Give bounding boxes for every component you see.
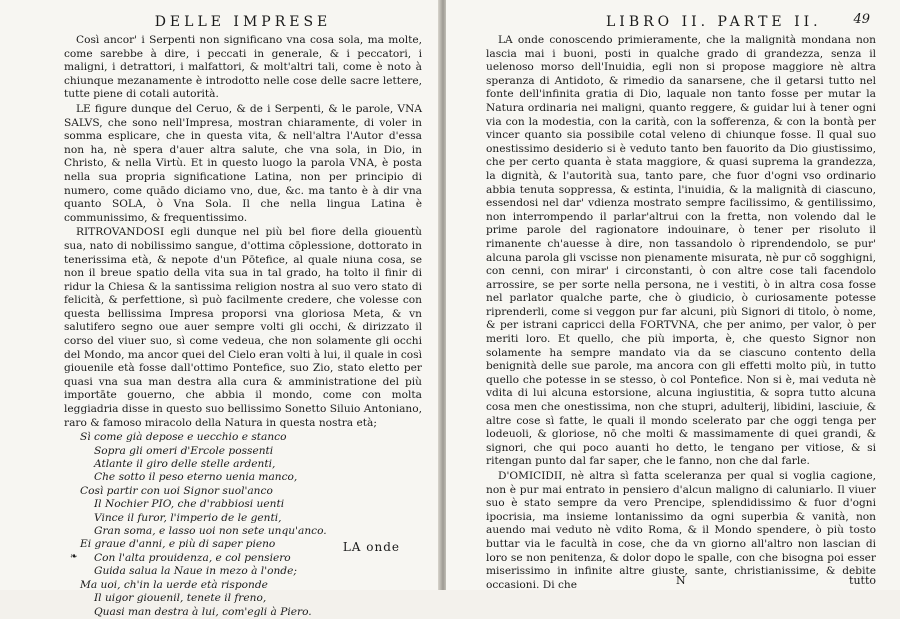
right-body-text bbox=[486, 34, 876, 592]
verse-line: Gran soma, e lasso uoi non sete unqu'anco. bbox=[94, 525, 327, 538]
verse-line: Sì come già depose e uecchio e stanco bbox=[80, 431, 287, 444]
verse-line: Ei graue d'anni, e più di saper pieno bbox=[80, 538, 276, 551]
left-page bbox=[0, 0, 440, 618]
verse-line: Che sotto il peso eterno uenia manco, bbox=[94, 471, 298, 484]
verse-line: Il uigor giouenil, tenete il freno, bbox=[94, 592, 267, 605]
running-head-left: DELLE IMPRESE bbox=[154, 14, 332, 30]
verse-line: Con l'alta prouidenza, e col pensiero bbox=[94, 551, 291, 564]
sonnet-verse bbox=[64, 431, 422, 619]
catchword-right: tutto bbox=[849, 574, 876, 587]
margin-ornament-icon: ❧ bbox=[70, 552, 78, 562]
signature-mark: N bbox=[676, 574, 686, 587]
left-body-text bbox=[64, 34, 422, 430]
verse-line: Ma uoi, ch'in la uerde età risponde bbox=[80, 578, 268, 591]
right-paragraph-2: D'OMICIDII, nè altra sì fatta sceleranza per qual si voglia cagione, non è pur mai entrato in pensiero d'alcun maligno di caluniarlo. Il viuer suo è stato sempre da vero Prencipe, splendidissimo & fuor d'ogni ipocrisia, ma insieme lontanissimo da ogni superbia & vanità, non auendo mai veduto nè vdito Roma, & il Mondo spendere, ò più tosto buttar via le facultà in cose, che da vn giorno all'altro non lascian di loro se non penitenza, & dolor dopo le spalle, con che bisogna poi esser miserissimo in infinite altre giuste, sante, christianissime, & debite occasioni. Di che bbox=[486, 470, 876, 591]
right-page bbox=[446, 0, 900, 590]
verse-line: Così partir con uoi Signor suol'anco bbox=[80, 484, 273, 497]
running-head-right: LIBRO II. PARTE II. bbox=[606, 14, 822, 30]
catchword-left: LA onde bbox=[342, 540, 400, 554]
verse-line: Quasi man destra à lui, com'egli à Piero. bbox=[94, 605, 312, 618]
verse-line: Guida salua la Naue in mezo à l'onde; bbox=[94, 565, 297, 578]
left-paragraph-3: RITROVANDOSI egli dunque nel più bel fiore della giouentù sua, nato di nobilissimo sangue, d'ottima cōplessione, dottorato in tenerissima età, & nepote d'un Pōtefice, al quale niuna cosa, se non il breue spatio della vita sua in tal grado, ha tolto il finir di ridur la Chiesa & la santissima religion nostra al suo vero stato di felicità, & perfettione, sì può facilmente credere, che volesse con questa bellissima Impresa proporsi vna gloriosa Meta, & vn salutifero segno oue auer sempre volti gli occhi, & dirizzato il corso del viuer suo, sì come vedeua, che non solamente gli occhi del Mondo, ma ancor quei del Cielo eran volti à lui, il quale in così giouenile età fosse dall'ottimo Pontefice, suo Zio, stato eletto per quasi vna sua man destra alla cura & amministratione del più importāte gouerno, che abbia il mondo, come con molta leggiadria disse in questo suo bellissimo Sonetto Siluio Antoniano, raro & famoso miracolo della Natura in questa nostra età; bbox=[64, 226, 422, 429]
verse-line: Il Nochier PIO, che d'rabbiosi uenti bbox=[94, 498, 285, 511]
verse-line: Atlante il giro delle stelle ardenti, bbox=[94, 458, 276, 471]
verse-line: Sopra gli omeri d'Ercole possenti bbox=[94, 444, 274, 457]
right-paragraph-1: LA onde conoscendo primieramente, che la malignità mondana non lascia mai i buoni, posti in qualche grado di grandezza, senza il uelenoso morso dell'Inuidia, egli non si propose maggiore nè altra speranza di Antidoto, & rimedio da sanarsene, che il getarsi tutto nel fonte dell'infinita gratia di Dio, laquale non tanto fosse per mutar la Natura ordinaria nei maligni, quanto reggere, & guidar lui à tener ogni via con la modestia, con la carità, con la sofferenza, & con la bontà per vincer quanto sia possibile cotal veleno di chiunque fosse. Il qual suo onestissimo desiderio si è veduto tanto ben fauorito da Dio giustissimo, che per certo quanta è stata maggiore, & quasi suprema la grandezza, la dignità, & l'autorità sua, tanto pare, che fuor d'ogni vso ordinario abbia tenuta soppressa, & estinta, l'inuidia, & la malignità di ciascuno, essendosi nel dar' vdienza mostrato sempre facilissimo, & gentilissimo, non interrompendo il parlar'altrui con la fretta, non volendo dal le prime parole del ragionatore indouinare, ò tener per risoluto il rimanente ch'auesse à dire, non tassandolo ò riprendendolo, se pur' alcuna parola gli vscisse non pienamente misurata, nè pur cō sogghigni, con cenni, con mirar' i circonstanti, ò con altre cose tali facendolo arrossire, se per sorte nella persona, ne i vestiti, ò in altra cosa fosse nel parlator qualche parte, che ò giudicio, ò curiosamente potesse riprenderli, come si veggon pur far alcuni, più Signori di titolo, ò nome, & per istrani capricci della FORTVNA, che per animo, per valor, ò per meriti loro. Et quello, che più importa, è, che questo Signor non solamente ha sempre mandato via da se ciascuno contento della benignità delle sue parole, ma ancora con gli effetti molto più, in tutto quello che potesse in se stesso, ò col Pontefice. Non si è, mai veduta nè vdita di lui alcuna estorsione, alcuna ingiustitia, & sopra tutto alcuna cosa men che onestissima, non che stupri, adulterij, libidini, lasciuie, & altre cose sì fatte, le quali il mondo scelerato par che oggi tenga per lodeuoli, & gloriose, nō che molti & massimamente di quei grandi, & signori, che qui poco auanti ho detto, le tengano per vitiose, & si ritengan punto dal far saper, che le fanno, non che dal farle. bbox=[486, 34, 876, 468]
left-paragraph-2: LE figure dunque del Ceruo, & de i Serpenti, & le parole, VNA SALVS, che sono nell'Impresa, mostran chiaramente, di voler in somma esplicare, che in questa vita, & nell'altra l'Autor d'essa non ha, nè spera d'auer altra salute, che vna sola, in Dio, in Christo, & nella Virtù. Et in questo luogo la parola VNA, è posta nella sua propria significatione Latina, non per principio di numero, come quādo diciamo vno, due, &c. ma tanto è à dir vna quanto SOLA, ò Vna Sola. Il che nella lingua Latina è communissimo, & frequentissimo. bbox=[64, 102, 422, 224]
left-paragraph-1: Così ancor' i Serpenti non significano vna cosa sola, ma molte, come sarebbe à dire, i peccati in generale, & i peccatori, i maligni, i detrattori, i malfattori, & molt'altri tali, come è noto à chiunque mezanamente è introdotto nelle cose delle sacre lettere, tutte piene di cotali autorità. bbox=[64, 34, 422, 101]
page-number: 49 bbox=[853, 12, 870, 27]
verse-line: Vince il furor, l'imperio de le genti, bbox=[94, 511, 282, 524]
